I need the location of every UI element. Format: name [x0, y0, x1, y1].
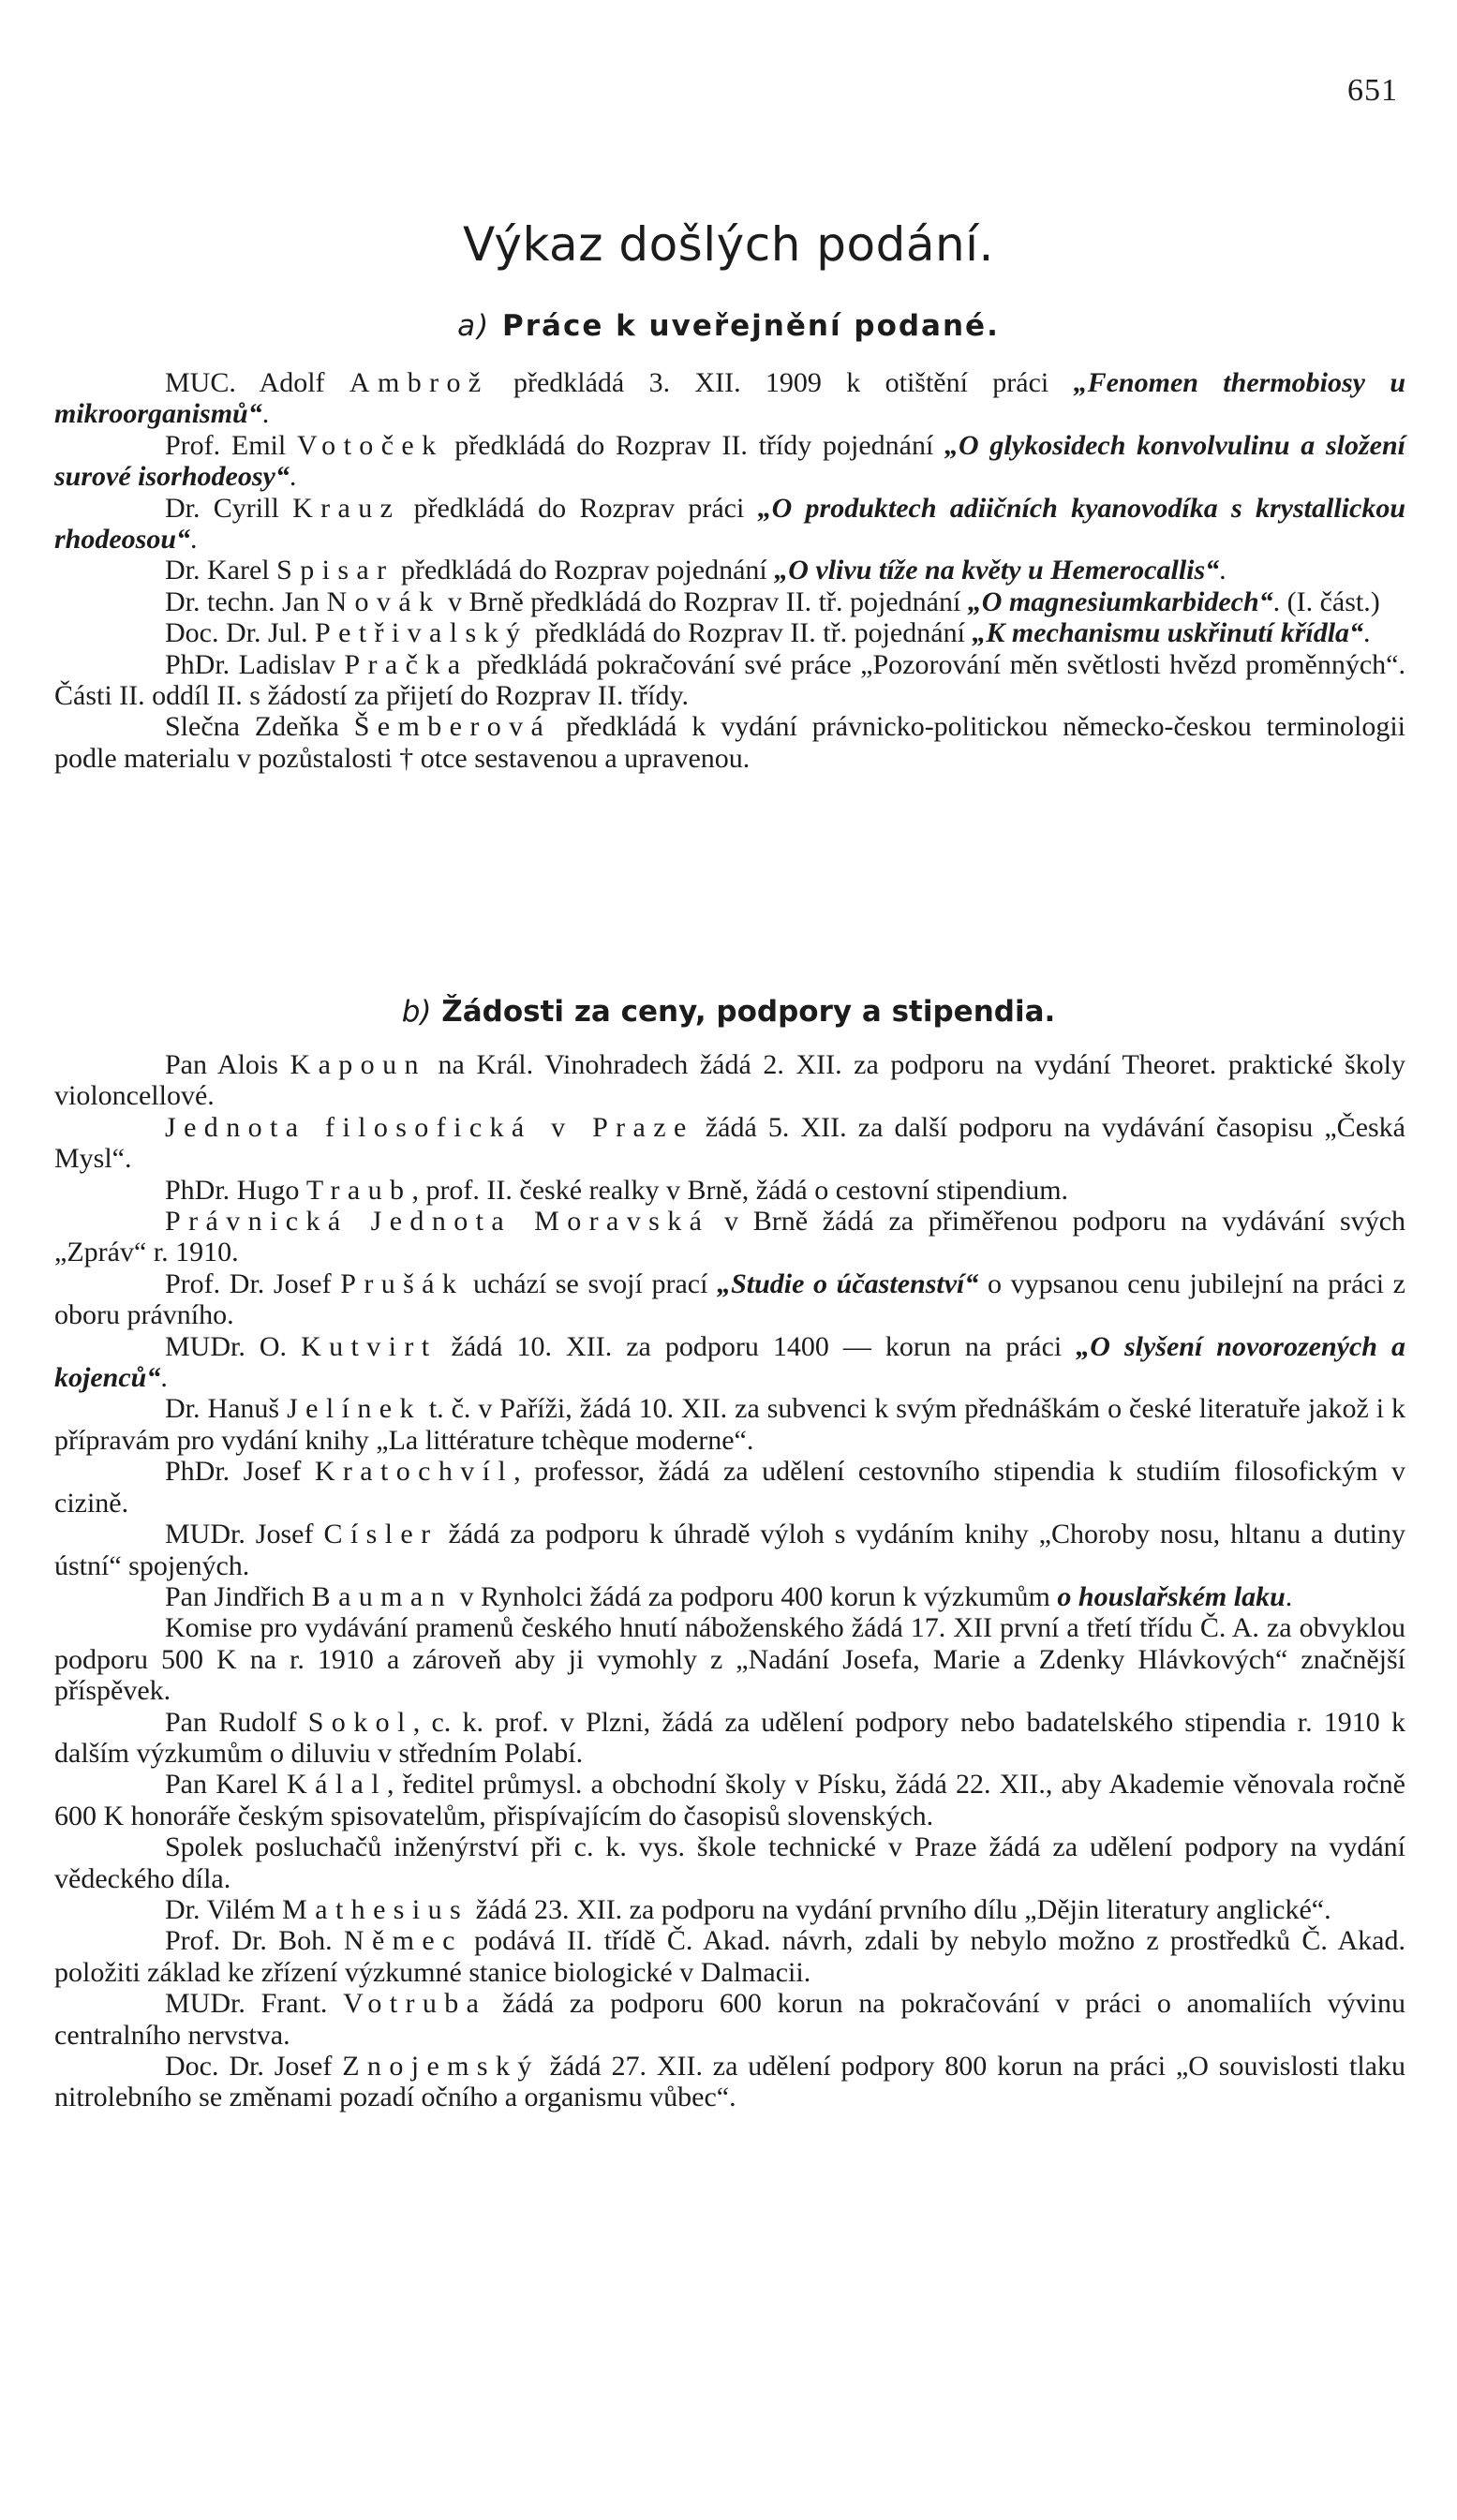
entry-suffix: . [190, 524, 198, 556]
entry-work-title: „Fenomen thermobiosy u mikroorganismů“ [54, 367, 1406, 430]
entry-text: na Král. Vinohradech žádá 2. XII. za podporu na vydání Theoret. praktické školy violoncellové. [54, 1049, 1406, 1112]
entry-text: předkládá do Rozprav pojednání [394, 555, 775, 586]
entry-paragraph [54, 2051, 1405, 2113]
entry-paragraph [54, 1049, 1405, 1112]
section-letter: a) [457, 309, 491, 343]
entry-text: , professor, žádá za udělení cestovního stipendia k studiím filosofickým v cizině. [54, 1456, 1405, 1519]
entry-intro: MUDr. Josef [165, 1519, 324, 1550]
entry-name: Jelínek [287, 1393, 422, 1425]
entry-paragraph [54, 1456, 1405, 1519]
requests-list [54, 1049, 1405, 2113]
entry-paragraph [54, 1581, 1405, 1612]
entry-paragraph [54, 1894, 1405, 1925]
entry-intro: Pan Alois [165, 1049, 290, 1080]
entry-paragraph [54, 617, 1405, 648]
entry-paragraph [54, 1268, 1405, 1331]
entry-text: žádá 23. XII. za podporu na vydání prvního dílu „Dějin literatury anglické“. [468, 1893, 1331, 1925]
entry-text: žádá za podporu 600 korun na pokračování v práci o anomaliích vývinu centralního nervstva. [54, 1988, 1405, 2051]
entry-text: předkládá do Rozprav II. tř. pojednání [528, 617, 973, 649]
entry-suffix: . [1219, 555, 1227, 586]
entry-name: Kutvirt [301, 1330, 438, 1362]
entry-name: Ambrož [349, 367, 489, 398]
entry-paragraph [54, 1769, 1405, 1831]
entry-name: Pračka [344, 648, 468, 680]
entry-name: Kapoun [290, 1049, 426, 1080]
entry-paragraph [54, 430, 1405, 493]
entry-name: Spisar [276, 555, 394, 586]
entry-text: předkládá 3. XII. 1909 k otištění práci [488, 367, 1074, 398]
entry-suffix: . [289, 461, 297, 493]
entry-paragraph [54, 1612, 1405, 1706]
entry-paragraph [54, 1707, 1405, 1770]
entry-intro: Pan Jindřich [165, 1580, 312, 1612]
section-heading-a [0, 309, 1457, 343]
entry-name: Traub [305, 1174, 412, 1206]
entry-suffix: . (I. část.) [1272, 586, 1380, 617]
entry-work-title: o houslařském laku [1057, 1580, 1286, 1612]
entry-text: , ředitel průmysl. a obchodní školy v Písku, žádá 22. XII., aby Akademie věnovala ročně 600 K honoráře českým spisovatelům, přispívajícím do časopisů slovenských. [54, 1769, 1405, 1831]
entry-suffix: o vypsanou cenu jubilejní na práci z oboru právního. [54, 1267, 1405, 1331]
entry-paragraph [54, 1988, 1405, 2051]
entry-paragraph [54, 711, 1405, 774]
entry-work-title: „K mechanismu uskřinutí křídla“ [972, 617, 1364, 649]
entry-paragraph [54, 1831, 1405, 1894]
entry-intro: MUC. Adolf [165, 367, 349, 398]
entry-intro: Dr. Vilém [165, 1893, 283, 1925]
entry-paragraph [54, 555, 1405, 586]
entry-work-title: „O slyšení novorozených a kojenců“ [54, 1330, 1405, 1394]
entry-text: v Rynholci žádá za podporu 400 korun k výzkumům [453, 1580, 1058, 1612]
entry-text: , prof. II. české realky v Brně, žádá o cestovní stipendium. [411, 1174, 1069, 1206]
entry-name: Novák [326, 586, 441, 617]
entry-name: Jednota filosofická v Praze [165, 1111, 694, 1143]
entry-name: Mathesius [282, 1893, 469, 1925]
entry-name: Krauz [292, 492, 401, 524]
entry-name: Znojemský [342, 2051, 540, 2082]
entry-intro: PhDr. Ladislav [165, 648, 345, 680]
entry-text: žádá 10. XII. za podporu 1400 — korun na práci [437, 1330, 1077, 1362]
entry-text: žádá 27. XII. za udělení podpory 800 korun na práci „O souvislosti tlaku nitrolebního se změnami pozadí očního a organismu vůbec“. [54, 2051, 1405, 2113]
entry-paragraph [54, 1206, 1405, 1268]
entry-text: předkládá do Rozprav II. třídy pojednání [443, 429, 945, 461]
entry-name: Šemberová [353, 711, 552, 743]
entry-intro: Prof. Emil [165, 429, 297, 461]
page-number: 651 [1347, 73, 1398, 108]
entry-work-title: „O produktech adiičních kyanovodíka s krystallickou rhodeosou“ [54, 492, 1405, 556]
entry-suffix: . [1363, 617, 1371, 649]
section-title: Žádosti za ceny, podpory a stipendia. [441, 995, 1056, 1029]
entry-intro: PhDr. Josef [165, 1456, 315, 1488]
section-heading-b [0, 995, 1457, 1029]
page-title: Výkaz došlých podání. [463, 217, 994, 272]
entry-paragraph [54, 367, 1405, 430]
entry-intro: Dr. Hanuš [165, 1393, 288, 1425]
entry-text: předkládá k vydání právnicko-politickou německo-českou terminologii podle materialu v pozůstalosti † otce sestavenou a upravenou. [54, 711, 1406, 774]
entry-text: podává II. třídě Č. Akad. návrh, zdali by nebylo možno z prostředků Č. Akad. položiti základ ke zřízení výzkumné stanice biologické v Dalmacii. [54, 1925, 1405, 1988]
entry-intro: Dr. Cyrill [165, 492, 293, 524]
entry-paragraph [54, 649, 1405, 712]
entry-text: žádá 5. XII. za další podporu na vydávání časopisu „Česká Mysl“. [54, 1111, 1405, 1175]
entry-suffix: . [1285, 1580, 1293, 1612]
entry-text: t. č. v Paříži, žádá 10. XII. za subvenci k svým přednáškám o české literatuře jakož i k přípravám pro vydání knihy „La littérature tchèque moderne“. [54, 1393, 1406, 1456]
entry-paragraph [54, 1519, 1405, 1581]
entry-suffix: . [160, 1362, 168, 1394]
entry-text: předkládá do Rozprav práci [400, 492, 758, 524]
entry-intro: Prof. Dr. Boh. [165, 1925, 344, 1957]
entry-intro: Dr. techn. Jan [165, 586, 327, 617]
entry-intro: Slečna Zdeňka [165, 711, 354, 743]
entry-work-title: „O vlivu tíže na květy u Hemerocallis“ [774, 555, 1220, 586]
entry-intro: MUDr. O. [165, 1330, 302, 1362]
entry-intro: Dr. Karel [165, 555, 277, 586]
entry-text: v Brně žádá za přiměřenou podporu na vydávání svých „Zpráv“ r. 1910. [54, 1206, 1406, 1268]
entry-text: Komise pro vydávání pramenů českého hnutí náboženského žádá 17. XII první a třetí třídu Č. A. za obvyklou podporu 500 K na r. 1910 a zároveň aby ji vymohly z „Nadání Josefa, Marie a Zdenky Hlávkových“ značnější příspěvek. [54, 1612, 1405, 1707]
entry-paragraph [54, 586, 1405, 617]
submissions-list [54, 367, 1405, 774]
entry-text: , c. k. prof. v Plzni, žádá za udělení podpory nebo badatelského stipendia r. 1910 k dalším výzkumům o diluviu v středním Polabí. [54, 1706, 1405, 1769]
entry-intro: Pan Rudolf [165, 1706, 308, 1738]
section-letter: b) [401, 995, 432, 1029]
entry-intro: Pan Karel [165, 1769, 288, 1801]
entry-suffix: . [261, 398, 270, 430]
entry-text: v Brně předkládá do Rozprav II. tř. pojednání [440, 586, 968, 617]
entry-name: Právnická Jednota Moravská [165, 1206, 710, 1238]
entry-intro: Doc. Dr. Josef [165, 2051, 343, 2082]
entry-paragraph [54, 1112, 1405, 1175]
entry-paragraph [54, 1331, 1405, 1394]
entry-intro: Doc. Dr. Jul. [165, 617, 315, 649]
entry-name: Votruba [343, 1988, 487, 2020]
entry-name: Prušák [340, 1267, 465, 1299]
section-title: Práce k uveřejnění podané. [502, 309, 1000, 343]
entry-work-title: „Studie o účastenství“ [717, 1267, 979, 1299]
entry-name: Sokol [307, 1706, 413, 1738]
entry-text: Spolek posluchačů inženýrství při c. k. vys. škole technické v Praze žádá za udělení podpory na vydání vědeckého díla. [54, 1831, 1405, 1894]
entry-name: Petřivalský [315, 617, 528, 649]
entry-paragraph [54, 1393, 1405, 1456]
entry-intro: Prof. Dr. Josef [165, 1267, 341, 1299]
entry-text: žádá za podporu k úhradě výloh s vydáním knihy „Choroby nosu, hltanu a dutiny ústní“ spojených. [54, 1519, 1406, 1581]
entry-name: Kratochvíl [314, 1456, 514, 1488]
entry-paragraph [54, 1175, 1405, 1206]
entry-name: Kálal [287, 1769, 388, 1801]
entry-paragraph [54, 493, 1405, 556]
entry-intro: PhDr. Hugo [165, 1174, 306, 1206]
entry-name: Císler [323, 1519, 439, 1550]
entry-text: uchází se svojí prací [464, 1267, 718, 1299]
entry-paragraph [54, 1925, 1405, 1988]
entry-text: předkládá pokračování své práce „Pozorování měn světlosti hvězd proměnných“. Části II. oddíl II. s žádostí za přijetí do Rozprav II. třídy. [54, 648, 1405, 712]
entry-name: Němec [343, 1925, 463, 1957]
entry-name: Bauman [311, 1580, 453, 1612]
entry-work-title: „O magnesiumkarbidech“ [967, 586, 1273, 617]
entry-intro: MUDr. Frant. [165, 1988, 344, 2020]
entry-name: Votoček [296, 429, 444, 461]
entry-work-title: „O glykosidech konvolvulinu a složení surové isorhodeosy“ [54, 429, 1405, 493]
